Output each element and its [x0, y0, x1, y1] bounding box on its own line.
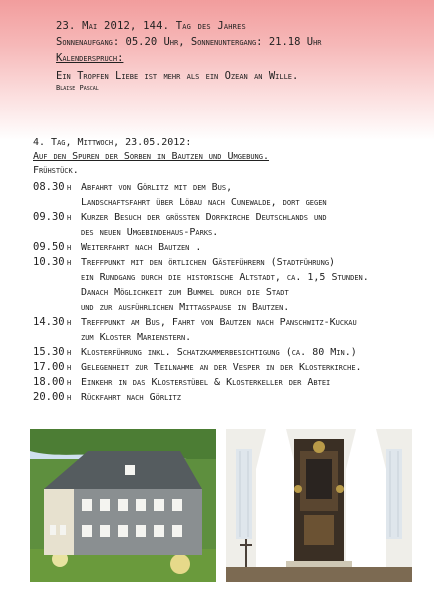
- entry-time: 09.30: [33, 211, 65, 223]
- entry-text: Treffpunkt am Bus, Fahrt von Bautzen nach Panschwitz-Kuckau: [81, 317, 357, 328]
- breakfast-note: Frühstück.: [33, 165, 79, 176]
- entry-continuation: zum Kloster Marienstern.: [81, 332, 192, 343]
- entry-text: Abfahrt von Görlitz mit dem Bus,: [81, 182, 233, 193]
- day-title: 4. Tag, Mittwoch, 23.05.2012:: [33, 137, 192, 148]
- schedule-entry: [33, 315, 423, 330]
- entry-unit: h: [67, 347, 72, 358]
- entry-unit: h: [67, 317, 72, 328]
- itinerary: [33, 136, 423, 405]
- entry-unit: h: [67, 212, 72, 223]
- house-photo: [30, 429, 216, 582]
- entry-time: 18.00: [33, 376, 65, 388]
- entry-unit: h: [67, 182, 72, 193]
- entry-time: 20.00: [33, 391, 65, 403]
- schedule-entry: [33, 240, 423, 255]
- schedule-entry: [33, 390, 423, 405]
- entry-time: 10.30: [33, 256, 65, 268]
- entry-unit: h: [67, 257, 72, 268]
- day-header: [56, 18, 426, 93]
- entry-time: 15.30: [33, 346, 65, 358]
- schedule-entry: [33, 210, 423, 225]
- schedule-entry: [33, 180, 423, 195]
- entry-time: 17.00: [33, 361, 65, 373]
- entry-continuation: Landschaftsfahrt über Löbau nach Cunewalde, dort gegen: [81, 197, 327, 208]
- entry-text: Treffpunkt mit den örtlichen Gästeführern (Stadtführung): [81, 257, 336, 268]
- quote: Ein Tropfen Liebe ist mehr als ein Ozean an Wille.: [56, 70, 299, 82]
- schedule-list: [33, 180, 423, 405]
- entry-unit: h: [67, 377, 72, 388]
- entry-text: Kurzer Besuch der größten Dorfkirche Deutschlands und: [81, 212, 327, 223]
- date-line: 23. Mai 2012, 144. Tag des Jahres: [56, 20, 246, 32]
- entry-unit: h: [67, 242, 72, 253]
- entry-time: 08.30: [33, 181, 65, 193]
- schedule-entry: [33, 360, 423, 375]
- schedule-entry: [33, 345, 423, 360]
- day-subtitle: Auf den Spuren der Sorben in Bautzen und Umgebung.: [33, 151, 270, 162]
- schedule-entry: [33, 255, 423, 270]
- entry-text: Weiterfahrt nach Bautzen .: [81, 242, 202, 253]
- entry-continuation: Danach Möglichkeit zum Bummel durch die Stadt: [81, 287, 289, 298]
- calendar-label: Kalenderspruch:: [56, 52, 124, 64]
- entry-text: Einkehr in das Klosterstübel & Klosterkeller der Abtei: [81, 377, 331, 388]
- entry-time: 09.50: [33, 241, 65, 253]
- schedule-entry: [33, 375, 423, 390]
- entry-continuation: und zur ausführlichen Mittagspause in Bautzen.: [81, 302, 290, 313]
- entry-unit: h: [67, 362, 72, 373]
- entry-time: 14.30: [33, 316, 65, 328]
- entry-unit: h: [67, 392, 72, 403]
- entry-continuation: ein Rundgang durch die historische Altstadt, ca. 1,5 Stunden.: [81, 272, 369, 283]
- entry-text: Gelegenheit zur Teilnahme an der Vesper in der Klosterkirche.: [81, 362, 362, 373]
- entry-continuation: des neuen Umgebindehaus-Parks.: [81, 227, 219, 238]
- entry-text: Klosterführung inkl. Schatzkammerbesichtigung (ca. 80 Min.): [81, 347, 357, 358]
- quote-author: Blaise Pascal: [56, 84, 99, 92]
- entry-text: Rückfahrt nach Görlitz: [81, 392, 181, 403]
- church-altar-photo: [226, 429, 412, 582]
- sun-times: Sonnenaufgang: 05.20 Uhr, Sonnenuntergang: 21.18 Uhr: [56, 36, 322, 48]
